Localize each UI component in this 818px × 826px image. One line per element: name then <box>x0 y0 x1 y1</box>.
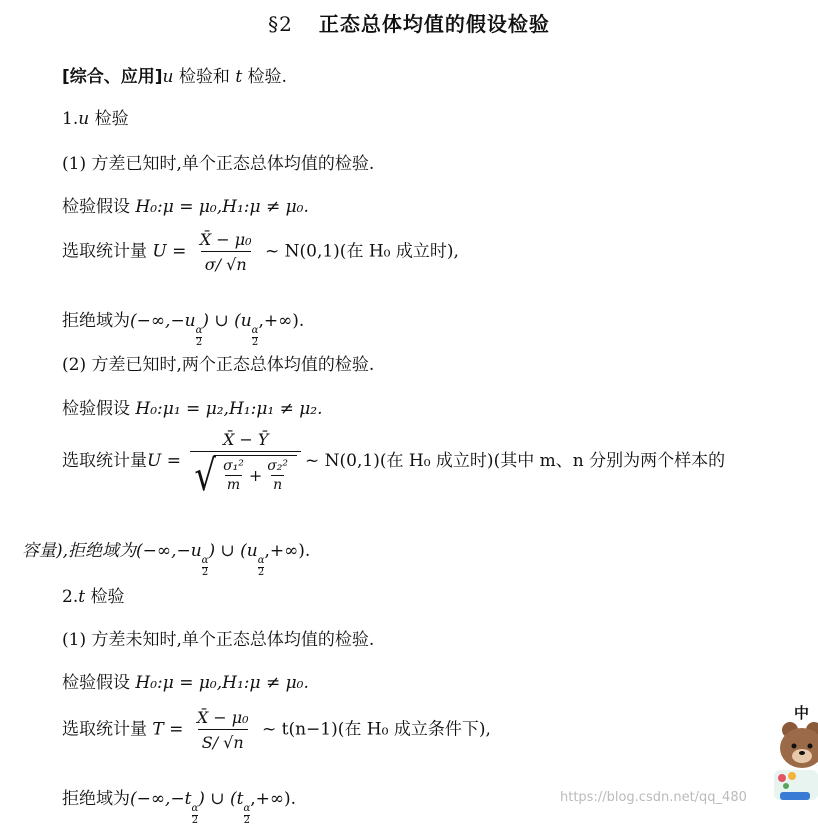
topic-tag: [综合、应用] <box>62 67 163 87</box>
reject-left: (−∞,−u <box>130 311 196 331</box>
stat-var: U = <box>147 451 181 471</box>
section-title <box>0 8 818 37</box>
t-var: t <box>235 67 242 87</box>
alpha: α <box>196 326 203 337</box>
sqrt <box>194 455 297 493</box>
statistic-fraction <box>196 230 256 274</box>
n: n <box>271 475 284 493</box>
u-case2-statistic <box>62 430 725 493</box>
reject-left: 容量),拒绝域为(−∞,−u <box>22 541 202 561</box>
watermark-url: https://blog.csdn.net/qq_480 <box>560 790 747 805</box>
reject-mid: ) ∪ (u <box>208 541 257 561</box>
u-case2-reject <box>22 536 310 578</box>
var2-fraction <box>265 458 290 493</box>
u-case2-hypothesis <box>62 394 323 419</box>
two: 2 <box>258 567 264 579</box>
sqrt-body <box>214 455 297 493</box>
reject-prefix: 拒绝域为 <box>62 311 130 331</box>
reject-mid: ) ∪ (u <box>202 311 251 331</box>
reject-end: ,+∞). <box>264 541 310 561</box>
stat-suffix: ~ N(0,1)(在 H₀ 成立时), <box>265 242 459 262</box>
alpha: α <box>192 804 199 815</box>
two: 2 <box>202 567 208 579</box>
fraction-denominator <box>190 451 301 493</box>
sqrt-sign: √ <box>194 455 216 498</box>
stat-prefix: 选取统计量 <box>62 451 147 471</box>
fraction-numerator: X̄ − μ₀ <box>193 708 253 729</box>
statistic-fraction <box>190 430 301 493</box>
fraction-numerator: X̄ − Ȳ <box>219 430 273 451</box>
reject-prefix: 拒绝域为 <box>62 789 130 809</box>
alpha: α <box>252 326 259 337</box>
t-case1-label: (1) 方差未知时,单个正态总体均值的检验. <box>62 625 374 650</box>
u-case1-label: (1) 方差已知时,单个正态总体均值的检验. <box>62 149 374 174</box>
t-heading-num: 2. <box>62 587 78 607</box>
two: 2 <box>192 815 198 826</box>
ime-badge: 中 <box>794 704 809 722</box>
stat-prefix: 选取统计量 <box>62 242 147 262</box>
u-heading-num: 1. <box>62 109 78 129</box>
section-number: §2 <box>268 12 293 36</box>
u-case1-hypothesis <box>62 192 309 217</box>
u-test-heading <box>62 104 129 129</box>
hyp-formula: H₀:μ₁ = μ₂,H₁:μ₁ ≠ μ₂. <box>135 399 322 419</box>
intro-end: 检验. <box>242 67 287 87</box>
t-case1-statistic <box>62 708 491 752</box>
sigma1-sq: σ₁² <box>221 458 246 475</box>
section-title-text: 正态总体均值的假设检验 <box>319 12 550 36</box>
hyp-formula: H₀:μ = μ₀,H₁:μ ≠ μ₀. <box>135 197 308 217</box>
fraction-denominator: σ/ √n <box>201 251 251 274</box>
hyp-prefix: 检验假设 <box>62 197 130 217</box>
reject-mid: ) ∪ (t <box>198 789 243 809</box>
t-case1-reject <box>62 784 296 826</box>
u-heading-text: 检验 <box>89 109 128 129</box>
var1-fraction <box>221 458 246 493</box>
alpha: α <box>202 556 209 567</box>
two: 2 <box>244 815 250 826</box>
m: m <box>225 475 242 493</box>
plus-sign: + <box>249 466 262 485</box>
stat-prefix: 选取统计量 <box>62 720 147 740</box>
two: 2 <box>252 337 258 349</box>
reject-end: ,+∞). <box>250 789 296 809</box>
fraction-numerator: X̄ − μ₀ <box>196 230 256 251</box>
hyp-prefix: 检验假设 <box>62 399 130 419</box>
t-heading-text: 检验 <box>85 587 124 607</box>
hyp-prefix: 检验假设 <box>62 673 130 693</box>
two: 2 <box>196 337 202 349</box>
stat-var: T = <box>152 720 183 740</box>
alpha: α <box>243 804 250 815</box>
alpha: α <box>258 556 265 567</box>
bear-mascot-icon[interactable] <box>760 700 818 818</box>
t-test-heading <box>62 582 124 607</box>
statistic-fraction <box>193 708 253 752</box>
t-heading-var: t <box>78 587 85 607</box>
intro-mid: 检验和 <box>174 67 236 87</box>
stat-suffix: ~ t(n−1)(在 H₀ 成立条件下), <box>262 720 491 740</box>
stat-suffix: ~ N(0,1)(在 H₀ 成立时)(其中 m、n 分别为两个样本的 <box>305 451 725 471</box>
stat-var: U = <box>152 242 186 262</box>
hyp-formula: H₀:μ = μ₀,H₁:μ ≠ μ₀. <box>135 673 308 693</box>
u-heading-var: u <box>78 109 89 129</box>
intro-line <box>62 62 287 87</box>
fraction-denominator: S/ √n <box>198 729 248 752</box>
t-case1-hypothesis <box>62 668 309 693</box>
reject-left: (−∞,−t <box>130 789 192 809</box>
u-case2-label: (2) 方差已知时,两个正态总体均值的检验. <box>62 350 374 375</box>
reject-end: ,+∞). <box>258 311 304 331</box>
sigma2-sq: σ₂² <box>265 458 290 475</box>
u-case1-reject <box>62 306 304 348</box>
u-var: u <box>163 67 174 87</box>
u-case1-statistic <box>62 230 459 274</box>
